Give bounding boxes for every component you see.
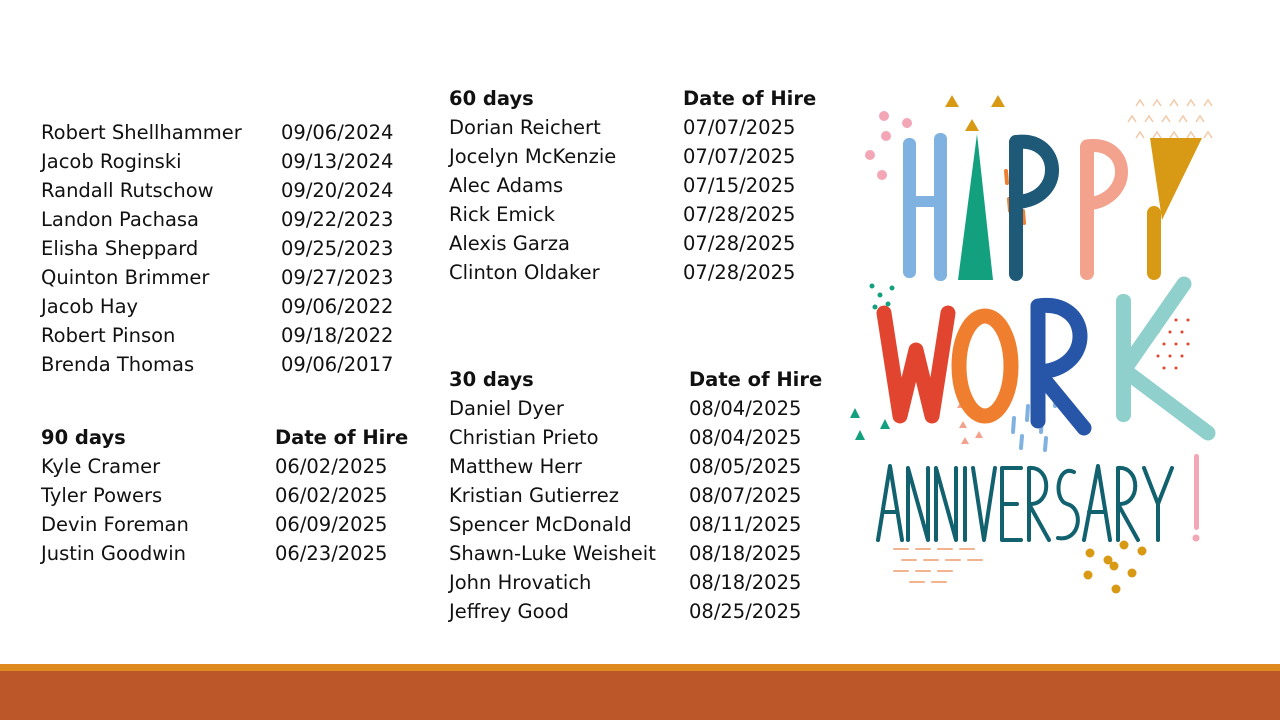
employee-name: Alexis Garza	[449, 232, 570, 255]
employee-name: Jacob Hay	[41, 295, 139, 318]
employee-name: Randall Rutschow	[41, 179, 214, 202]
employee-name: Daniel Dyer	[449, 397, 564, 420]
hire-date: 09/13/2024	[281, 150, 394, 173]
employee-row	[449, 510, 822, 539]
hire-date: 06/09/2025	[275, 513, 388, 536]
date-of-hire-header: Date of Hire	[275, 426, 409, 449]
happy-work-anniversary-graphic	[846, 88, 1226, 600]
date-of-hire-header: Date of Hire	[683, 87, 817, 110]
employee-name: Quinton Brimmer	[41, 266, 210, 289]
hire-date: 09/06/2022	[281, 295, 394, 318]
hire-date: 08/04/2025	[689, 426, 802, 449]
employee-row	[449, 539, 822, 568]
hire-date: 07/07/2025	[683, 145, 796, 168]
thirty-day-section	[449, 365, 822, 626]
employee-row	[449, 171, 816, 200]
hire-date: 06/02/2025	[275, 455, 388, 478]
hire-date: 07/28/2025	[683, 203, 796, 226]
employee-row	[41, 205, 393, 234]
employee-row	[449, 113, 816, 142]
employee-name: Robert Pinson	[41, 324, 176, 347]
employee-row	[41, 539, 408, 568]
employee-name: Christian Prieto	[449, 426, 599, 449]
employee-row	[41, 292, 393, 321]
bottom-decorative-band	[0, 664, 1280, 720]
hire-date: 08/18/2025	[689, 542, 802, 565]
hire-date: 09/06/2017	[281, 353, 394, 376]
hire-date: 06/23/2025	[275, 542, 388, 565]
employee-name: John Hrovatich	[449, 571, 592, 594]
employee-name: Dorian Reichert	[449, 116, 601, 139]
hire-date: 08/04/2025	[689, 397, 802, 420]
employee-name: Jocelyn McKenzie	[449, 145, 617, 168]
employee-name: Robert Shellhammer	[41, 121, 242, 144]
hire-date: 09/06/2024	[281, 121, 394, 144]
hire-date: 08/07/2025	[689, 484, 802, 507]
employee-row	[41, 263, 393, 292]
employee-name: Brenda Thomas	[41, 353, 195, 376]
employee-row	[41, 452, 408, 481]
section-heading: 30 days	[449, 368, 534, 391]
section-heading: 90 days	[41, 426, 126, 449]
hire-date: 08/11/2025	[689, 513, 802, 536]
thirty-day-header	[449, 365, 822, 394]
employee-name: Elisha Sheppard	[41, 237, 199, 260]
employee-row	[449, 481, 822, 510]
hire-date: 08/05/2025	[689, 455, 802, 478]
employee-row	[449, 568, 822, 597]
work-word	[884, 284, 1208, 433]
employee-row	[41, 147, 393, 176]
employee-name: Justin Goodwin	[41, 542, 186, 565]
employee-name: Kyle Cramer	[41, 455, 161, 478]
employee-name: Clinton Oldaker	[449, 261, 600, 284]
hire-date: 09/20/2024	[281, 179, 394, 202]
sixty-day-header	[449, 84, 816, 113]
employee-name: Shawn-Luke Weisheit	[449, 542, 656, 565]
employee-name: Tyler Powers	[41, 484, 163, 507]
hire-date: 07/28/2025	[683, 261, 796, 284]
employee-row	[449, 229, 816, 258]
ninety-day-section	[41, 423, 408, 568]
date-of-hire-header: Date of Hire	[689, 368, 823, 391]
employee-name: Jeffrey Good	[449, 600, 569, 623]
employee-row	[41, 481, 408, 510]
employee-name: Alec Adams	[449, 174, 564, 197]
employee-name: Devin Foreman	[41, 513, 189, 536]
employee-row	[449, 394, 822, 423]
employee-row	[41, 510, 408, 539]
employee-name: Landon Pachasa	[41, 208, 200, 231]
employee-row	[449, 423, 822, 452]
employee-name: Matthew Herr	[449, 455, 582, 478]
employee-row	[449, 142, 816, 171]
hire-date: 07/15/2025	[683, 174, 796, 197]
exclamation-mark	[1193, 454, 1200, 542]
hire-date: 09/25/2023	[281, 237, 394, 260]
employee-name: Rick Emick	[449, 203, 555, 226]
happy-word	[903, 133, 1202, 281]
employee-row	[41, 350, 393, 379]
hire-date: 09/27/2023	[281, 266, 394, 289]
employee-name: Kristian Gutierrez	[449, 484, 619, 507]
employee-row	[41, 118, 393, 147]
section-heading: 60 days	[449, 87, 534, 110]
hire-date: 07/07/2025	[683, 116, 796, 139]
hire-date: 06/02/2025	[275, 484, 388, 507]
sixty-day-section	[449, 84, 816, 287]
employee-name: Jacob Roginski	[41, 150, 182, 173]
employee-name: Spencer McDonald	[449, 513, 632, 536]
employee-row	[449, 258, 816, 287]
hire-date: 09/18/2022	[281, 324, 394, 347]
employee-row	[449, 452, 822, 481]
employee-row	[41, 176, 393, 205]
employee-row	[41, 234, 393, 263]
hire-date: 07/28/2025	[683, 232, 796, 255]
hire-date: 08/18/2025	[689, 571, 802, 594]
ninety-day-header	[41, 423, 408, 452]
employee-row	[41, 321, 393, 350]
employee-row	[449, 200, 816, 229]
band-fill	[0, 671, 1280, 720]
employee-row	[449, 597, 822, 626]
hire-date: 09/22/2023	[281, 208, 394, 231]
anniversary-list	[41, 118, 393, 379]
hire-date: 08/25/2025	[689, 600, 802, 623]
band-stripe	[0, 664, 1280, 671]
anniversary-word	[878, 466, 1172, 540]
